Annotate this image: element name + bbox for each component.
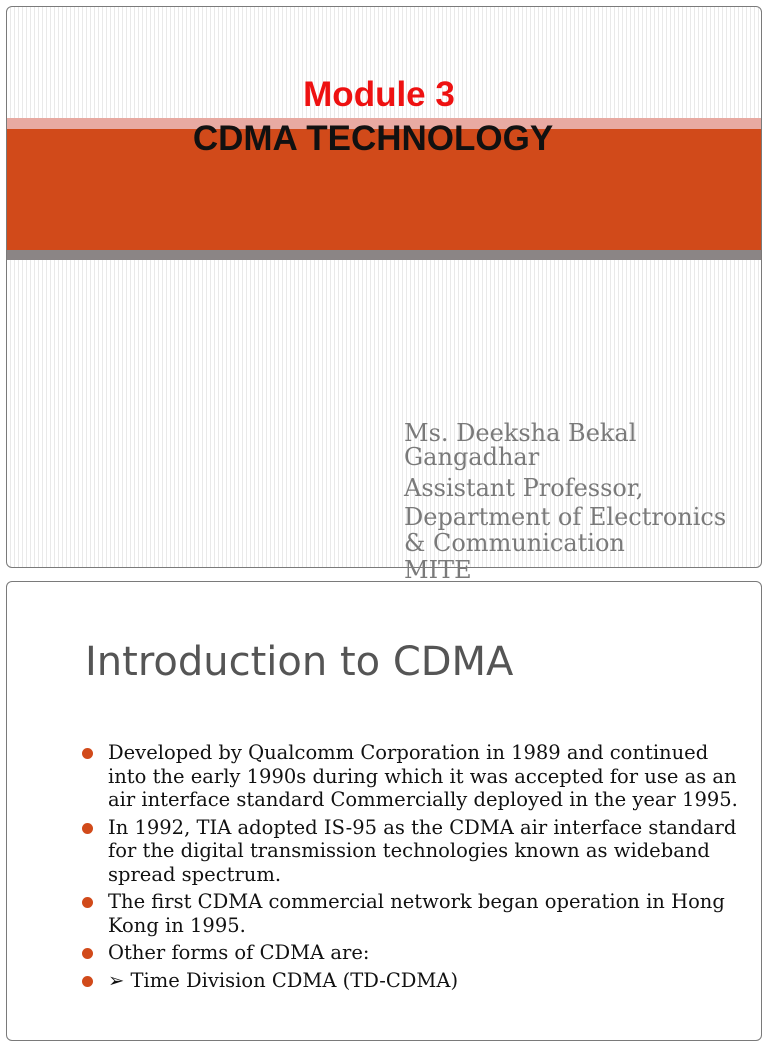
bullet-text: Other forms of CDMA are: [108, 941, 370, 964]
bullet-item [81, 969, 741, 993]
title-slide [6, 6, 762, 584]
title-band-shadow [7, 250, 761, 260]
bullet-text: Developed by Qualcomm Corporation in 1989 and continued into the early 1990s during which it was accepted for use as an air interface standard Commercially deployed in the year 1995. [108, 741, 738, 811]
bullet-text: ➢ Time Division CDMA (TD-CDMA) [108, 968, 459, 992]
bullet-item [81, 741, 741, 812]
author-name-line-1: Ms. Deeksha Bekal [404, 419, 637, 447]
bullet-item [81, 816, 741, 887]
bullet-dot-icon [82, 897, 93, 908]
author-department-line-1: Department of Electronics [404, 503, 727, 531]
author-name-line-2: Gangadhar [404, 443, 540, 471]
author-designation: Assistant Professor, [404, 474, 644, 502]
bullet-item [81, 941, 741, 965]
author-department-line-2: & Communication [404, 529, 625, 557]
bullet-text: In 1992, TIA adopted IS-95 as the CDMA air interface standard for the digital transmission technologies known as wideband spread spectrum. [108, 815, 737, 886]
intro-slide [6, 581, 762, 1041]
bullet-dot-icon [82, 976, 93, 987]
slide-heading: Introduction to CDMA [85, 639, 514, 685]
bullet-dot-icon [82, 823, 93, 834]
author-institution: MITE [404, 556, 472, 584]
bullet-list [81, 741, 741, 996]
bullet-item [81, 890, 741, 937]
bullet-dot-icon [82, 748, 93, 759]
module-title: Module 3 [303, 75, 455, 114]
bullet-text: The first CDMA commercial network began operation in Hong Kong in 1995. [108, 890, 725, 937]
author-block [404, 421, 754, 585]
slide-title: CDMA TECHNOLOGY [192, 119, 554, 158]
bullet-dot-icon [82, 948, 93, 959]
